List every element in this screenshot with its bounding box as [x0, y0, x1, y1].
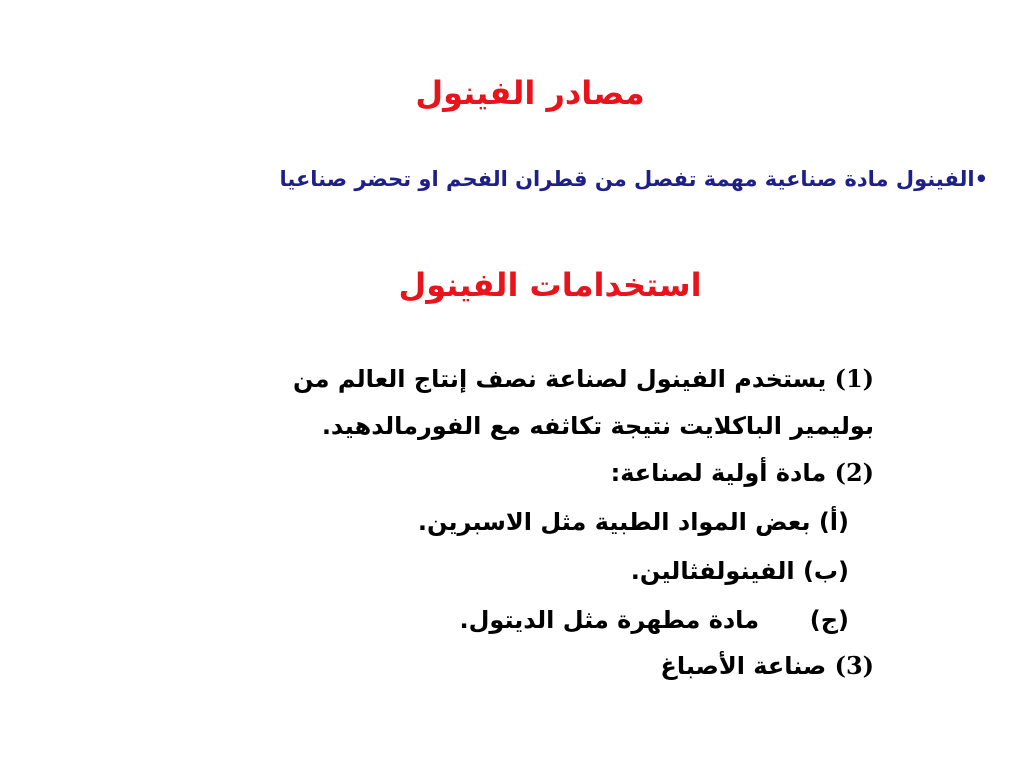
sub-item-c-text: مادة مطهرة مثل الديتول. [459, 606, 760, 634]
use-item-3 [660, 651, 874, 680]
uses-heading: استخدامات الفينول [398, 266, 702, 304]
slide-title: مصادر الفينول [415, 74, 645, 112]
bullet-point: •الفينول مادة صناعية مهمة تفصل من قطران الفحم او تحضر صناعيا [279, 167, 988, 191]
use-item-1-text-continued: بوليمير الباكلايت نتيجة تكاثفه مع الفورمالدهيد. [321, 412, 874, 440]
sub-item-a-marker: (أ) [818, 508, 849, 536]
sub-item-c [459, 606, 849, 634]
use-item-3-marker: (3) [834, 651, 874, 680]
use-item-1-marker: (1) [834, 364, 874, 393]
sub-item-a-text: بعض المواد الطبية مثل الاسبرين. [417, 508, 811, 536]
sub-item-b-marker: (ب) [802, 557, 849, 585]
sub-item-b-text: الفينولفثالين. [630, 557, 795, 585]
sub-item-b [631, 557, 849, 585]
use-item-2 [611, 458, 874, 487]
use-item-2-marker: (2) [834, 458, 874, 487]
use-item-3-text: صناعة الأصباغ [660, 652, 827, 680]
use-item-1-line-2 [322, 412, 874, 440]
use-item-2-text: مادة أولية لصناعة: [610, 459, 827, 487]
sub-item-c-marker: (ج) [809, 606, 849, 634]
use-item-1-text: يستخدم الفينول لصناعة نصف إنتاج العالم من [293, 365, 827, 393]
sub-item-a [418, 508, 849, 536]
use-item-1-line-1 [293, 364, 874, 393]
